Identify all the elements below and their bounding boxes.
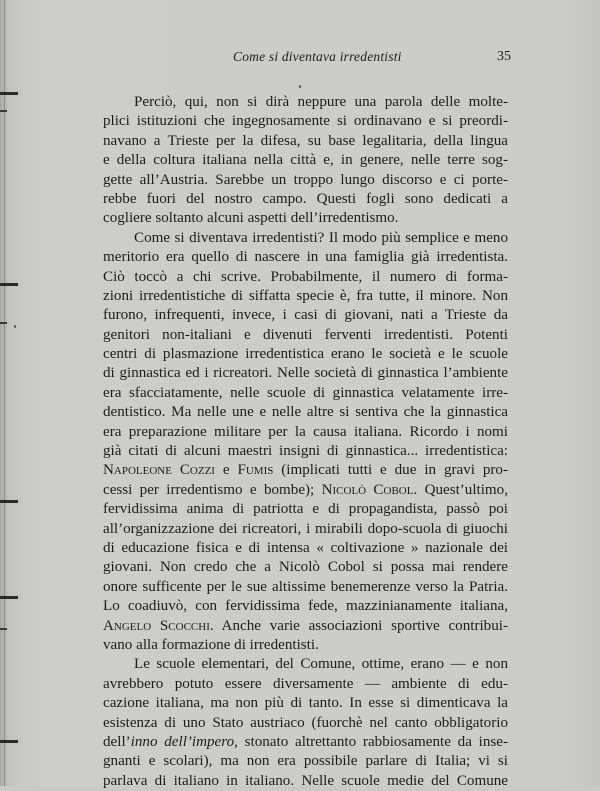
text-line: parlava di italiano in italiano. Nelle scuole medie del Comune	[103, 772, 508, 789]
text-line: all’organizzazione dei ricreatori, i mirabili dopo-scuola di giuochi	[103, 520, 508, 537]
text-line: già citati di alcuni maestri insigni di ginnastica... irredentistica:	[103, 443, 508, 460]
person-name: Fumis	[237, 462, 274, 479]
person-name: Nicolò Cobol	[321, 481, 414, 498]
text-line: navano a Trieste per la difesa, su base legalitaria, della lingua	[103, 132, 508, 149]
text-line: fervidissima anima di patriotta e di propagandista, passò poi	[103, 501, 508, 518]
text-line: genitori non-italiani e divenuti ferventi irredentisti. Potenti	[103, 326, 508, 343]
running-head: Come si diventava irredentisti	[233, 49, 402, 64]
text-line: zioni irredentistiche di siffatta specie è, fra tutte, il minore. Non	[103, 287, 508, 304]
text-line: Perciò, qui, non si dirà neppure una parola delle molte-	[134, 94, 508, 110]
text-line: gnanti e scolari), ma non era possibile parlare di Italia; vi si	[103, 753, 508, 770]
text-line: meritorio era quello di nascere in una famiglia già irredentista.	[103, 249, 508, 266]
text-line: gette all’Austria. Sarebbe un troppo lungo discorso e ci porte-	[103, 171, 508, 188]
text-run: (implicati tutti e due in gravi pro-	[273, 462, 508, 479]
binding-stub	[0, 628, 7, 630]
binding-stub	[0, 110, 7, 112]
text-line: cogliere soltanto alcuni aspetti dell’irredentismo.	[103, 210, 399, 227]
text-line: plici istituzioni che ingegnosamente si ordinavano e si preordi-	[103, 113, 508, 130]
text-line: vano alla formazione di irredentisti.	[103, 636, 319, 653]
text-line: Ciò toccò a chi scrive. Probabilmente, il numero di forma-	[103, 268, 508, 285]
text-line: di ginnastica ed i ricreatori. Nelle società di ginnastica l’ambiente	[103, 365, 508, 382]
ink-speck	[299, 85, 301, 88]
text-line: centri di plasmazione irredentistica erano le società e le scuole	[103, 346, 508, 363]
text-line: era preparazione militare per la causa italiana. Ricordo i nomi	[103, 423, 508, 440]
text-run: . Anche varie associazioni sportive contribui-	[209, 617, 508, 634]
text-line: e della coltura italiana nella città e, in genere, nelle terre sog-	[103, 152, 508, 169]
text-run: dell’	[103, 733, 131, 750]
person-name: Angelo Scocchi	[103, 617, 210, 634]
text-line	[103, 461, 508, 480]
text-run: cessi per irredentismo e bombe);	[103, 481, 315, 498]
text-run: . Quest’ultimo,	[413, 481, 508, 498]
text-line	[103, 733, 508, 752]
body-text	[103, 93, 508, 791]
binding-mark	[0, 740, 18, 743]
text-line: Come si diventava irredentisti? Il modo più semplice e meno	[134, 229, 508, 246]
text-line: furono, infrequenti, invece, i casi di giovani, nati a Trieste da	[103, 307, 508, 324]
text-line: era sfacciatamente, nelle scuole di ginnastica velatamente irre-	[103, 384, 508, 401]
text-line	[103, 617, 508, 636]
text-line: di educazione fisica e di intensa « coltivazione » nazionale dei	[103, 539, 508, 556]
page-number: 35	[497, 49, 511, 64]
binding-mark	[0, 596, 18, 599]
text-run: , stonato altrettanto rabbiosamente da inse-	[234, 733, 509, 750]
text-line: dentistico. Ma nelle une e nelle altre si sentiva che la ginnastica	[103, 404, 508, 421]
binding-mark	[0, 500, 18, 503]
page-edge	[4, 0, 5, 786]
page-header	[0, 49, 600, 69]
text-line: Lo coadiuvò, con fervidissima fede, mazzinianamente italiana,	[103, 598, 508, 615]
text-line: Le scuole elementari, del Comune, ottime, erano — e non	[134, 656, 508, 673]
text-line: giovani. Non credo che a Nicolò Cobol si possa mai rendere	[103, 559, 508, 576]
text-line	[103, 481, 508, 500]
text-run: e	[214, 462, 238, 479]
text-line: onore sufficente per le sue altissime benemerenze verso la Patria.	[103, 578, 508, 595]
text-line: cazione italiana, ma non più di tanto. In esse si dimenticava la	[103, 695, 508, 712]
person-name: Napoleone Cozzi	[103, 462, 215, 479]
binding-stub	[0, 322, 7, 324]
text-line: rebbe fuori del nostro campo. Questi fogli sono dedicati a	[103, 190, 508, 207]
ink-speck	[14, 325, 16, 328]
text-line: esistenza di uno Stato austriaco (fuorchè nel canto obbligatorio	[103, 714, 508, 731]
binding-mark	[0, 283, 18, 286]
italic-title: inno dell’impero	[130, 733, 235, 750]
text-line: avrebbero potuto essere diversamente — ambiente di edu-	[103, 675, 508, 692]
binding-mark	[0, 92, 18, 95]
